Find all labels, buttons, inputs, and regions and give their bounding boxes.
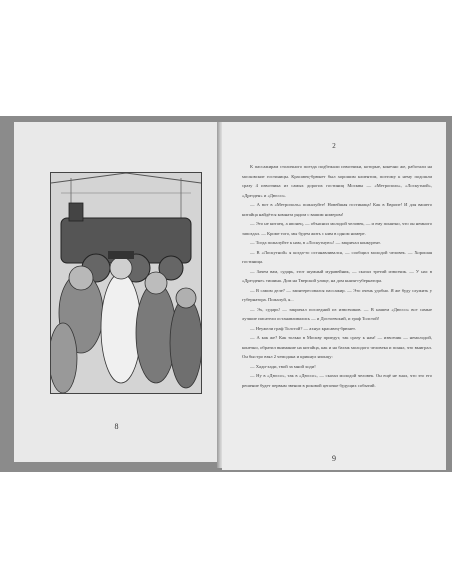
paragraph: — Тогда пожалуйте к нам, в «Лоскутную»! — закричал конкурент. [250, 240, 381, 245]
book-spread [0, 116, 452, 472]
paragraph: — А вот в «Метрополь» пожалуйте! Новейшая гостиница! Как в Европе! И для вашего китайца найдётся комната рядом с вашим номером! [242, 202, 432, 217]
paragraph: — В «Лоскутной» я когда-то останавливался, — сообщил молодой человек. — Хорошая гостиница. [242, 249, 432, 264]
left-page [14, 122, 219, 462]
paragraph: — Хади-хади, твой за мной ходи! [250, 363, 316, 369]
illustration-station-scene [50, 172, 202, 394]
page-number-right: 9 [332, 454, 336, 463]
paragraph: К пассажирам столичного поезда подбежали извозчики, которые, конечно же, работали на московские гостиницы. Красавец-брюнет был хорошим клиентом, поэтому к нему подошли сразу 4 извозчика из самых дорогих гостиниц Москвы — «Метрополь», «Лоскутной», «Дрезден» и «Дюссо». [242, 164, 432, 198]
paragraph: — Эх, сударь! — закричал последний из извозчиков. — В нашем «Дюссо» все самые лучшие писатели останавливались — и Достоевский, и граф Толстой! [242, 306, 432, 321]
chapter-number: 2 [332, 142, 336, 150]
page-number-left: 8 [114, 422, 119, 431]
paragraph: — А как же? Как только в Москву приедут, так сразу к нам! — извозчик — немолодой, конечно, обратил внимание на китайца, как и на багаж молодого человека и понял, что выиграл. Он быстро взял 2 чемодана и крикнул японцу: [242, 335, 432, 359]
paragraph: — Это не китаец, а японец, — объяснил молодой человек, — и ему понятно, что он немного запоздал. — Кроме того, мы будем жить с ним в одном номере. [242, 221, 432, 236]
body-text [242, 162, 432, 390]
paragraph: — В самом деле? — заинтересовался пассажир. — Это очень удобно. Я же буду служить у губернатора. Пожалуй, я... [242, 287, 432, 302]
paragraph: — Зачем вам, сударь, этот шумный муравейник, — сказал третий извозчик. — У нас в «Дрездене» тишина. Дом на Тверской улице, на дом князя-губернатора. [242, 268, 432, 283]
paragraph: — Ну в «Дюссо», так в «Дюссо», — сказал молодой человек. Он ещё не знал, что это его решение будет первым звеном в роковой цепочке будущих событий. [242, 373, 432, 388]
paragraph: — Неужели граф Толстой? — ахнул красавец-брюнет. [250, 325, 356, 331]
right-page [222, 122, 446, 470]
